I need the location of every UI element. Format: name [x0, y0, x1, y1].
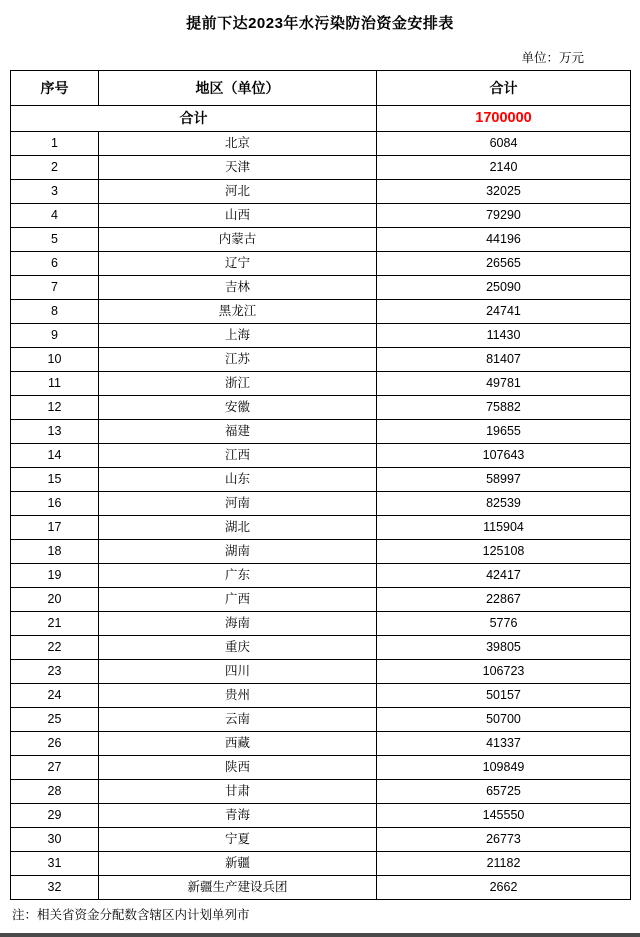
cell-no: 20 — [11, 588, 99, 612]
cell-no: 1 — [11, 132, 99, 156]
cell-region: 新疆 — [99, 852, 377, 876]
cell-total: 79290 — [377, 204, 631, 228]
table-row — [11, 540, 631, 564]
cell-total: 65725 — [377, 780, 631, 804]
table-row — [11, 876, 631, 900]
cell-no: 2 — [11, 156, 99, 180]
cell-region: 天津 — [99, 156, 377, 180]
table-row — [11, 684, 631, 708]
table-row — [11, 252, 631, 276]
cell-total: 26565 — [377, 252, 631, 276]
cell-no: 25 — [11, 708, 99, 732]
cell-region: 湖南 — [99, 540, 377, 564]
unit-label: 单位：万元 — [521, 51, 584, 65]
cell-total: 19655 — [377, 420, 631, 444]
cell-total: 49781 — [377, 372, 631, 396]
cell-total: 58997 — [377, 468, 631, 492]
cell-region: 宁夏 — [99, 828, 377, 852]
cell-no: 11 — [11, 372, 99, 396]
cell-total: 82539 — [377, 492, 631, 516]
cell-no: 16 — [11, 492, 99, 516]
cell-no: 19 — [11, 564, 99, 588]
cell-no: 28 — [11, 780, 99, 804]
cell-region: 湖北 — [99, 516, 377, 540]
table-row — [11, 660, 631, 684]
table-row — [11, 228, 631, 252]
page-title: 提前下达2023年水污染防治资金安排表 — [186, 14, 454, 32]
table-row — [11, 204, 631, 228]
cell-region: 广东 — [99, 564, 377, 588]
cell-total: 5776 — [377, 612, 631, 636]
cell-no: 31 — [11, 852, 99, 876]
cell-no: 10 — [11, 348, 99, 372]
cell-no: 29 — [11, 804, 99, 828]
cell-no: 24 — [11, 684, 99, 708]
cell-total: 41337 — [377, 732, 631, 756]
cell-no: 22 — [11, 636, 99, 660]
cell-no: 13 — [11, 420, 99, 444]
cell-total: 11430 — [377, 324, 631, 348]
cell-total: 75882 — [377, 396, 631, 420]
cell-no: 8 — [11, 300, 99, 324]
table-row — [11, 300, 631, 324]
cell-no: 14 — [11, 444, 99, 468]
table-row — [11, 468, 631, 492]
cell-total: 50157 — [377, 684, 631, 708]
cell-region: 吉林 — [99, 276, 377, 300]
cell-region: 重庆 — [99, 636, 377, 660]
table-body — [11, 106, 631, 900]
cell-total: 115904 — [377, 516, 631, 540]
cell-total: 50700 — [377, 708, 631, 732]
cell-no: 32 — [11, 876, 99, 900]
table-row — [11, 444, 631, 468]
table-row — [11, 372, 631, 396]
cell-no: 6 — [11, 252, 99, 276]
cell-total: 42417 — [377, 564, 631, 588]
cell-total: 81407 — [377, 348, 631, 372]
table-row — [11, 420, 631, 444]
cell-region: 青海 — [99, 804, 377, 828]
unit-row — [10, 44, 630, 70]
cell-region: 四川 — [99, 660, 377, 684]
table-row — [11, 588, 631, 612]
cell-region: 内蒙古 — [99, 228, 377, 252]
column-header-no: 序号 — [11, 71, 99, 106]
cell-region: 福建 — [99, 420, 377, 444]
table-row — [11, 396, 631, 420]
cell-no: 26 — [11, 732, 99, 756]
table-row — [11, 180, 631, 204]
cell-region: 云南 — [99, 708, 377, 732]
table-row — [11, 276, 631, 300]
table-row — [11, 708, 631, 732]
cell-region: 山西 — [99, 204, 377, 228]
cell-total: 107643 — [377, 444, 631, 468]
summary-row — [11, 106, 631, 132]
cell-region: 贵州 — [99, 684, 377, 708]
cell-no: 21 — [11, 612, 99, 636]
cell-region: 浙江 — [99, 372, 377, 396]
cell-total: 21182 — [377, 852, 631, 876]
bottom-divider — [0, 933, 640, 937]
cell-no: 30 — [11, 828, 99, 852]
table-row — [11, 516, 631, 540]
cell-no: 3 — [11, 180, 99, 204]
cell-total: 24741 — [377, 300, 631, 324]
summary-value: 1700000 — [377, 106, 631, 132]
table-row — [11, 612, 631, 636]
table-row — [11, 636, 631, 660]
cell-total: 106723 — [377, 660, 631, 684]
cell-total: 22867 — [377, 588, 631, 612]
table-row — [11, 492, 631, 516]
table-row — [11, 732, 631, 756]
table-row — [11, 780, 631, 804]
cell-total: 39805 — [377, 636, 631, 660]
cell-total: 25090 — [377, 276, 631, 300]
column-header-region: 地区（单位） — [99, 71, 377, 106]
table-row — [11, 564, 631, 588]
cell-region: 海南 — [99, 612, 377, 636]
cell-region: 河南 — [99, 492, 377, 516]
cell-total: 44196 — [377, 228, 631, 252]
cell-region: 江苏 — [99, 348, 377, 372]
table-row — [11, 804, 631, 828]
cell-total: 2662 — [377, 876, 631, 900]
cell-region: 江西 — [99, 444, 377, 468]
header-row — [11, 71, 631, 106]
cell-no: 4 — [11, 204, 99, 228]
cell-region: 辽宁 — [99, 252, 377, 276]
cell-region: 安徽 — [99, 396, 377, 420]
cell-region: 甘肃 — [99, 780, 377, 804]
cell-no: 27 — [11, 756, 99, 780]
cell-no: 15 — [11, 468, 99, 492]
cell-total: 26773 — [377, 828, 631, 852]
cell-region: 新疆生产建设兵团 — [99, 876, 377, 900]
cell-region: 上海 — [99, 324, 377, 348]
table-header — [11, 71, 631, 106]
cell-region: 黑龙江 — [99, 300, 377, 324]
cell-region: 河北 — [99, 180, 377, 204]
cell-no: 18 — [11, 540, 99, 564]
table-row — [11, 156, 631, 180]
cell-no: 12 — [11, 396, 99, 420]
table-row — [11, 348, 631, 372]
cell-region: 山东 — [99, 468, 377, 492]
title-row — [10, 0, 630, 44]
cell-region: 北京 — [99, 132, 377, 156]
fund-allocation-table — [10, 70, 631, 900]
cell-total: 109849 — [377, 756, 631, 780]
cell-no: 23 — [11, 660, 99, 684]
cell-region: 陕西 — [99, 756, 377, 780]
cell-no: 17 — [11, 516, 99, 540]
table-row — [11, 756, 631, 780]
cell-region: 广西 — [99, 588, 377, 612]
cell-region: 西藏 — [99, 732, 377, 756]
table-row — [11, 324, 631, 348]
cell-total: 6084 — [377, 132, 631, 156]
table-note: 注：相关省资金分配数含辖区内计划单列市 — [12, 908, 250, 922]
cell-no: 5 — [11, 228, 99, 252]
table-row — [11, 852, 631, 876]
cell-no: 7 — [11, 276, 99, 300]
summary-label: 合计 — [11, 106, 377, 132]
table-row — [11, 828, 631, 852]
column-header-total: 合计 — [377, 71, 631, 106]
cell-no: 9 — [11, 324, 99, 348]
cell-total: 2140 — [377, 156, 631, 180]
cell-total: 145550 — [377, 804, 631, 828]
table-row — [11, 132, 631, 156]
cell-total: 125108 — [377, 540, 631, 564]
cell-total: 32025 — [377, 180, 631, 204]
